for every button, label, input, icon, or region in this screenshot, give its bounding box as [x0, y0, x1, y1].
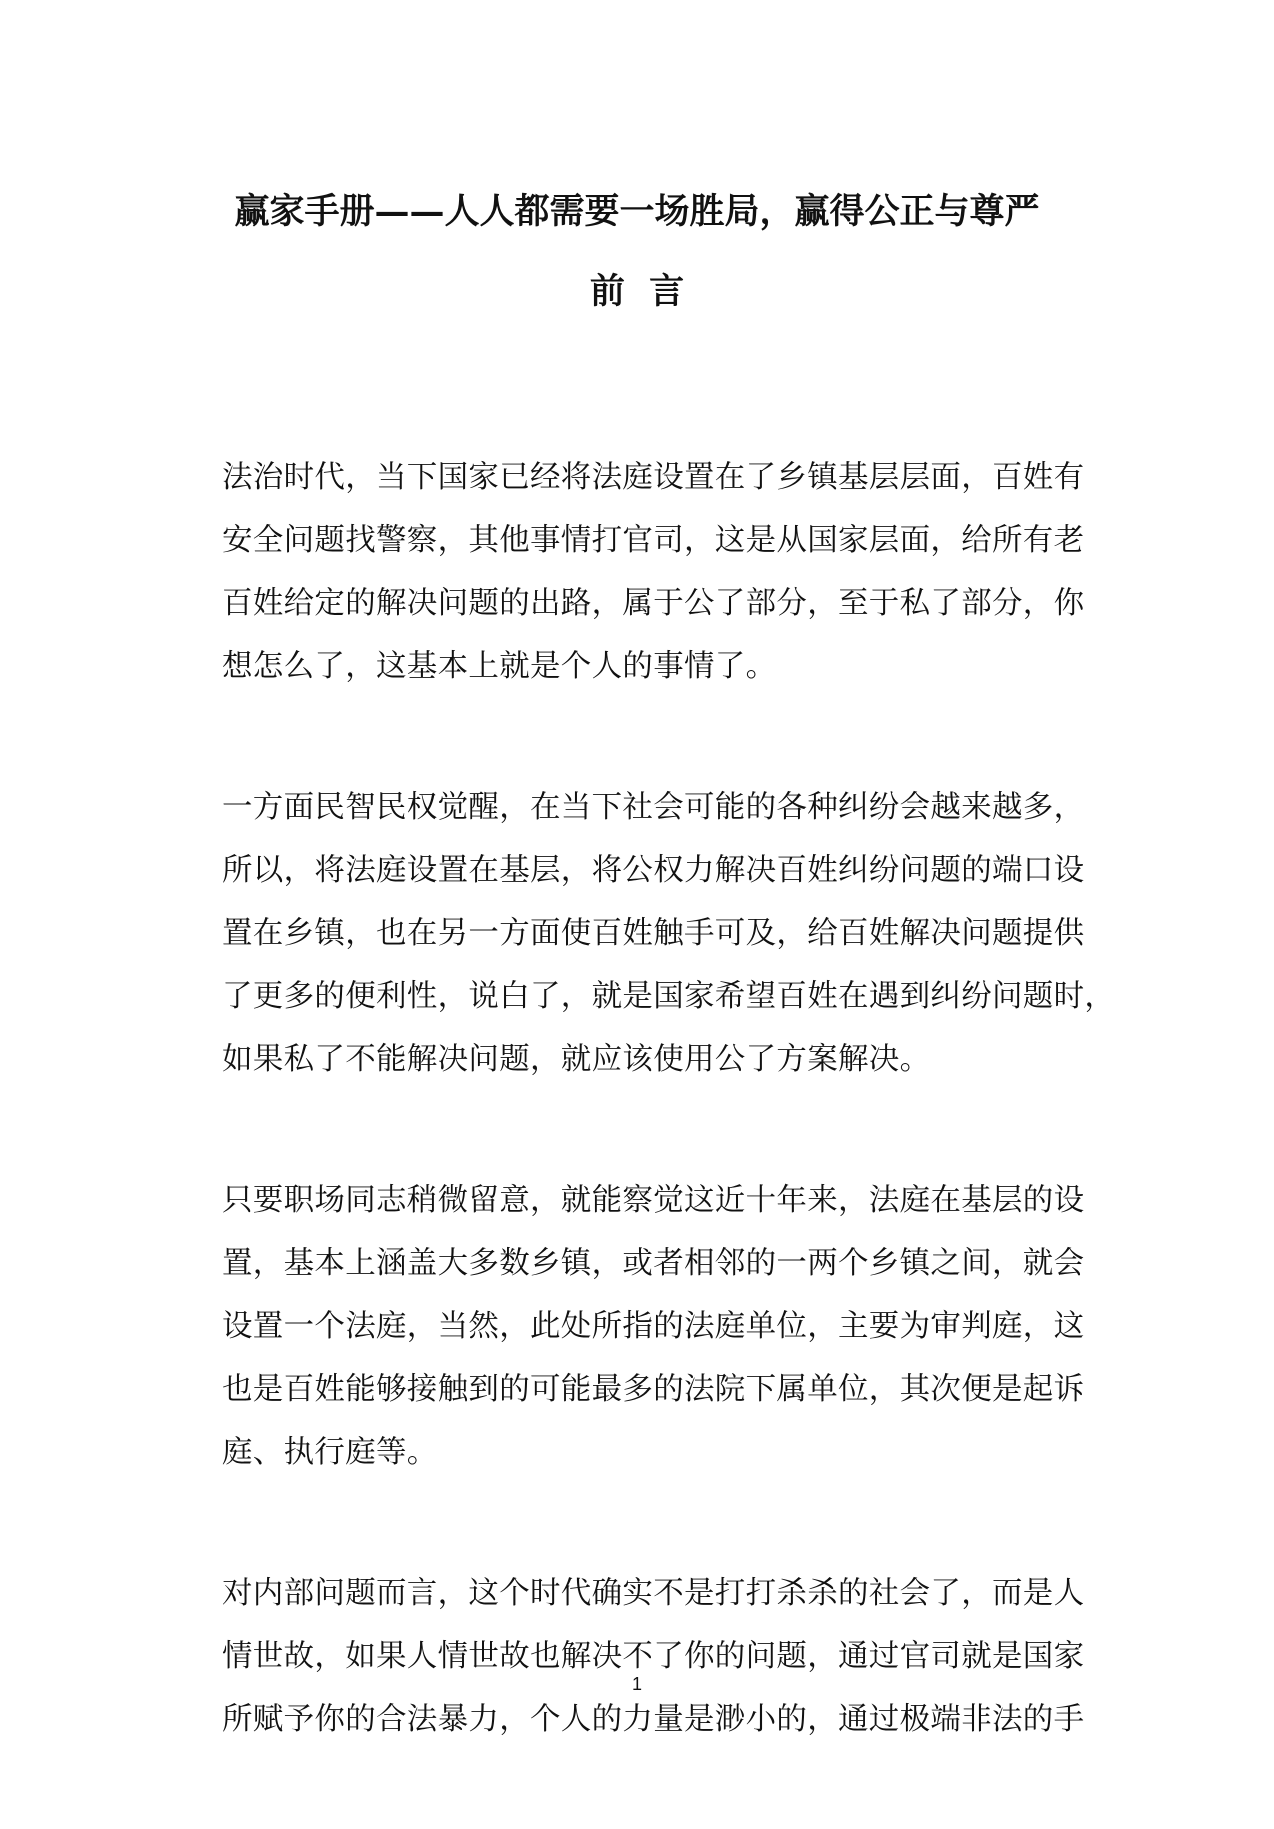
document-body [222, 446, 1116, 1829]
text-line: 所以，将法庭设置在基层，将公权力解决百姓纠纷问题的端口设 [222, 853, 1085, 888]
text-line: 想怎么了，这基本上就是个人的事情了。 [222, 649, 777, 684]
preface-heading: 前 言 [589, 271, 685, 312]
text-line: 安全问题找警察，其他事情打官司，这是从国家层面，给所有老 [222, 523, 1085, 558]
text-line: 只要职场同志稍微留意，就能察觉这近十年来，法庭在基层的设 [222, 1183, 1085, 1218]
document-title: 赢家手册——人人都需要一场胜局，赢得公正与尊严 [234, 191, 1040, 232]
paragraph [222, 776, 1116, 1091]
text-line: 百姓给定的解决问题的出路，属于公了部分，至于私了部分，你 [222, 586, 1085, 621]
paragraph [222, 1562, 1085, 1751]
text-line: 对内部问题而言，这个时代确实不是打打杀杀的社会了，而是人 [222, 1576, 1085, 1611]
paragraph [222, 446, 1085, 698]
text-line: 一方面民智民权觉醒，在当下社会可能的各种纠纷会越来越多， [222, 790, 1085, 825]
page-number: 1 [631, 1674, 642, 1694]
text-line: 法治时代，当下国家已经将法庭设置在了乡镇基层层面，百姓有 [222, 460, 1085, 495]
text-line: 置在乡镇，也在另一方面使百姓触手可及，给百姓解决问题提供 [222, 916, 1085, 951]
text-line: 庭、执行庭等。 [222, 1435, 438, 1470]
text-line: 也是百姓能够接触到的可能最多的法院下属单位，其次便是起诉 [222, 1372, 1085, 1407]
text-line: 所赋予你的合法暴力，个人的力量是渺小的，通过极端非法的手 [222, 1702, 1085, 1737]
text-line: 设置一个法庭，当然，此处所指的法庭单位，主要为审判庭，这 [222, 1309, 1085, 1344]
text-line: 了更多的便利性，说白了，就是国家希望百姓在遇到纠纷问题时， [222, 979, 1116, 1014]
text-line: 如果私了不能解决问题，就应该使用公了方案解决。 [222, 1042, 931, 1077]
paragraph [222, 1169, 1085, 1484]
text-line: 情世故，如果人情世故也解决不了你的问题，通过官司就是国家 [222, 1639, 1085, 1674]
text-line: 置，基本上涵盖大多数乡镇，或者相邻的一两个乡镇之间，就会 [222, 1246, 1085, 1281]
